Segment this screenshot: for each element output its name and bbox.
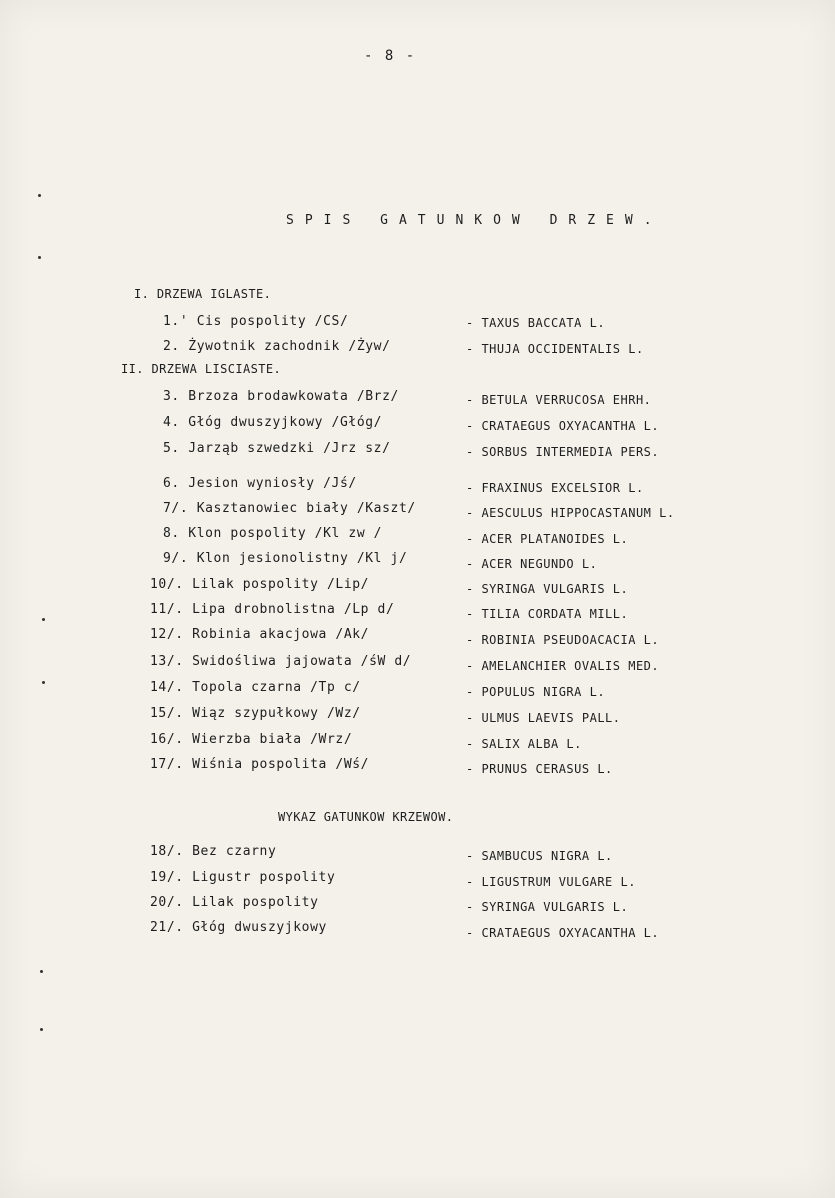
tree-name: 10/. Lilak pospolity /Lip/ <box>150 577 370 592</box>
shrub-latin-name: - SYRINGA VULGARIS L. <box>466 900 629 914</box>
tree-name: 4. Głóg dwuszyjkowy /Głóg/ <box>163 415 383 430</box>
page-number: - 8 - <box>364 48 417 64</box>
tree-latin-name: - THUJA OCCIDENTALIS L. <box>466 342 644 356</box>
tree-latin-name: - ULMUS LAEVIS PALL. <box>466 711 621 725</box>
tree-latin-name: - AESCULUS HIPPOCASTANUM L. <box>466 506 675 520</box>
shrub-name: 21/. Głóg dwuszyjkowy <box>150 920 327 935</box>
shrub-name: 20/. Lilak pospolity <box>150 895 319 910</box>
tree-name: 11/. Lipa drobnolistna /Lp d/ <box>150 602 395 617</box>
margin-mark <box>40 1028 43 1031</box>
tree-name: 1.' Cis pospolity /CS/ <box>163 314 349 329</box>
shrub-latin-name: - CRATAEGUS OXYACANTHA L. <box>466 926 660 940</box>
tree-name: 2. Żywotnik zachodnik /Żyw/ <box>163 339 391 354</box>
tree-name: 7/. Kasztanowiec biały /Kaszt/ <box>163 501 416 516</box>
shrub-latin-name: - SAMBUCUS NIGRA L. <box>466 849 613 863</box>
margin-mark <box>40 970 43 973</box>
tree-latin-name: - BETULA VERRUCOSA EHRH. <box>466 393 652 407</box>
tree-name: 16/. Wierzba biała /Wrz/ <box>150 732 353 747</box>
tree-name: 17/. Wiśnia pospolita /Wś/ <box>150 757 370 772</box>
tree-latin-name: - POPULUS NIGRA L. <box>466 685 606 699</box>
tree-name: 12/. Robinia akacjowa /Ak/ <box>150 627 370 642</box>
tree-name: 9/. Klon jesionolistny /Kl j/ <box>163 551 408 566</box>
tree-latin-name: - AMELANCHIER OVALIS MED. <box>466 659 660 673</box>
shrub-name: 19/. Ligustr pospolity <box>150 870 336 885</box>
margin-mark <box>42 618 45 621</box>
tree-latin-name: - SALIX ALBA L. <box>466 737 582 751</box>
tree-latin-name: - PRUNUS CERASUS L. <box>466 762 613 776</box>
tree-name: 5. Jarząb szwedzki /Jrz sz/ <box>163 441 391 456</box>
tree-name: 6. Jesion wyniosły /Jś/ <box>163 476 357 491</box>
tree-latin-name: - ACER NEGUNDO L. <box>466 557 598 571</box>
margin-mark <box>38 194 41 197</box>
page-title: SPIS GATUNKOW DRZEW. <box>286 213 663 228</box>
tree-latin-name: - TILIA CORDATA MILL. <box>466 607 629 621</box>
shrub-latin-name: - LIGUSTRUM VULGARE L. <box>466 875 636 889</box>
shrubs-heading: WYKAZ GATUNKOW KRZEWOW. <box>278 810 454 824</box>
tree-latin-name: - ACER PLATANOIDES L. <box>466 532 629 546</box>
tree-latin-name: - FRAXINUS EXCELSIOR L. <box>466 481 644 495</box>
tree-name: 14/. Topola czarna /Tp c/ <box>150 680 361 695</box>
tree-latin-name: - SYRINGA VULGARIS L. <box>466 582 629 596</box>
tree-latin-name: - CRATAEGUS OXYACANTHA L. <box>466 419 660 433</box>
tree-name: 3. Brzoza brodawkowata /Brz/ <box>163 389 399 404</box>
shrub-name: 18/. Bez czarny <box>150 844 277 859</box>
section-heading-conifers: I. DRZEWA IGLASTE. <box>134 287 272 301</box>
margin-mark <box>42 681 45 684</box>
tree-name: 8. Klon pospolity /Kl zw / <box>163 526 383 541</box>
tree-latin-name: - SORBUS INTERMEDIA PERS. <box>466 445 660 459</box>
margin-mark <box>38 256 41 259</box>
section-heading-deciduous: II. DRZEWA LISCIASTE. <box>121 362 282 376</box>
tree-name: 15/. Wiąz szypułkowy /Wz/ <box>150 706 361 721</box>
tree-latin-name: - TAXUS BACCATA L. <box>466 316 606 330</box>
tree-name: 13/. Swidośliwa jajowata /śW d/ <box>150 654 412 669</box>
tree-latin-name: - ROBINIA PSEUDOACACIA L. <box>466 633 660 647</box>
